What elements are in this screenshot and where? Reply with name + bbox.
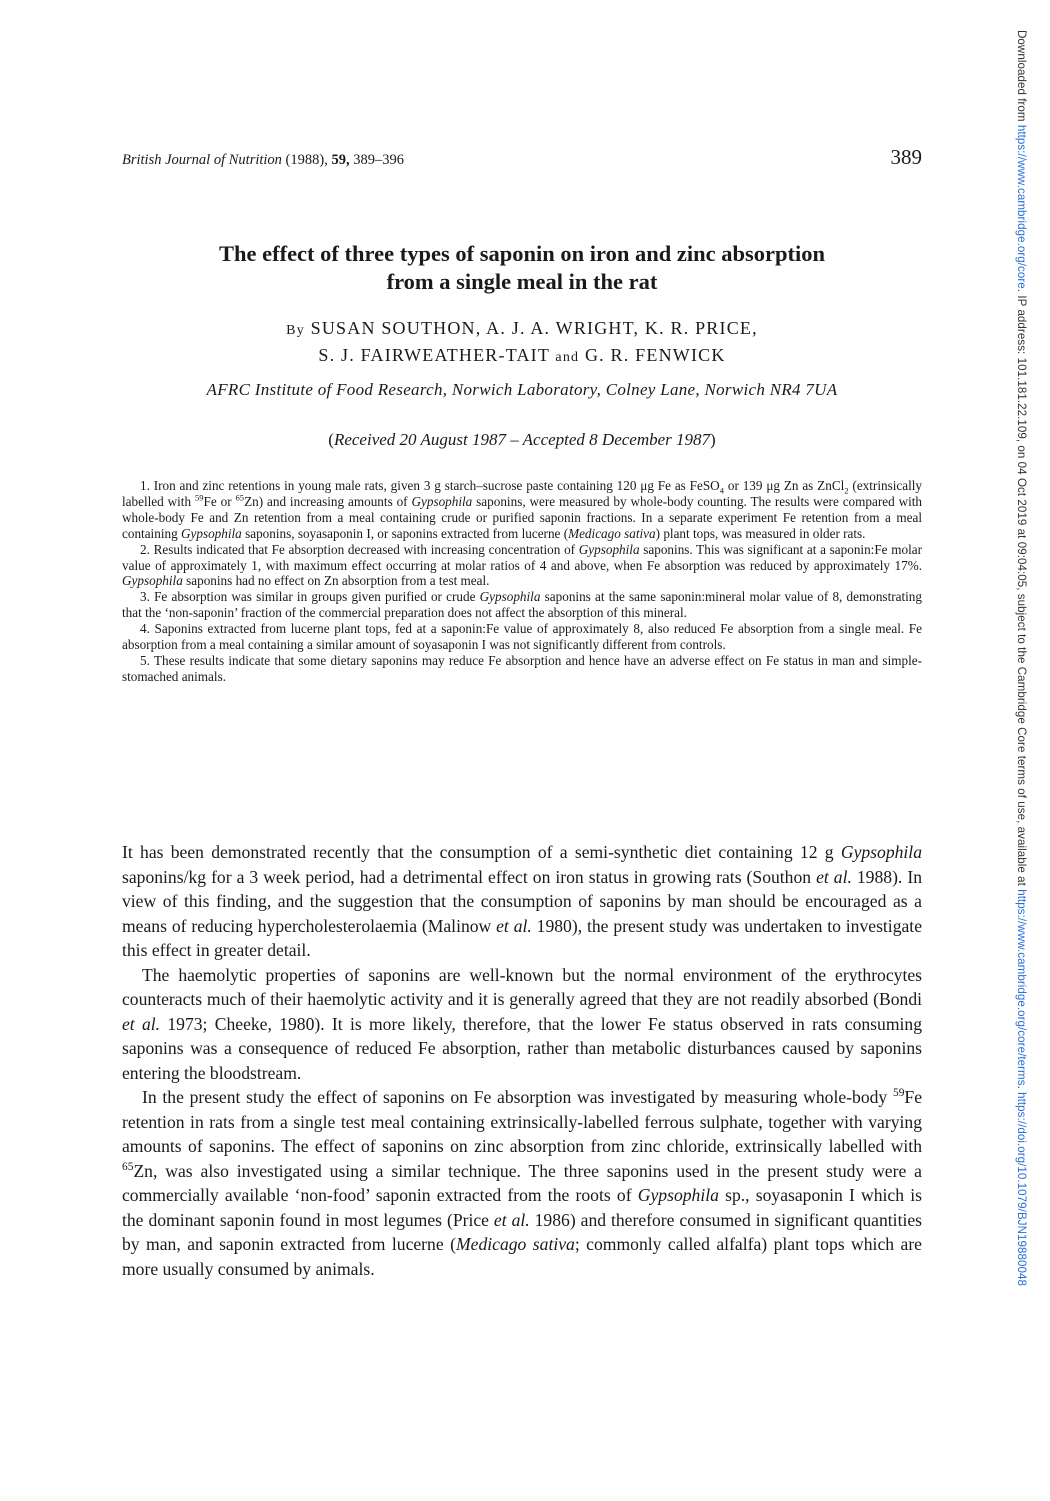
abstract-text: saponins, soyasaponin I, or saponins extracted from lucerne ( <box>241 525 569 541</box>
body-text-run: The haemolytic properties of saponins are well-known but the normal environment of the erythrocytes counteracts much of their haemolytic activity and it is generally agreed that they are not readily absorbed (Bondi <box>122 964 922 1009</box>
italic-term: et al. <box>816 866 852 887</box>
notice-text: . IP address: 101.181.22.109, on 04 Oct 2019 at 09:04:05, subject to the Cambridge Core terms of use, available at <box>1015 288 1028 890</box>
body-text <box>122 840 922 1281</box>
terms-link[interactable]: https://www.cambridge.org/core/terms <box>1015 889 1028 1086</box>
abstract-paragraph-1 <box>122 478 922 542</box>
journal-citation <box>122 152 404 169</box>
notice-text: . <box>1015 1085 1028 1093</box>
author-and: and <box>555 350 580 365</box>
abstract-paragraph-5: 5. These results indicate that some dietary saponins may reduce Fe absorption and hence have an adverse effect on Fe status in man and simple-stomached animals. <box>122 652 922 684</box>
italic-term: et al. <box>493 1209 530 1230</box>
doi-link[interactable]: https://doi.org/10.1079/BJN19880048 <box>1015 1092 1028 1286</box>
italic-term: et al. <box>496 915 532 936</box>
abstract-text: saponins had no effect on Zn absorption from a test meal. <box>182 573 490 589</box>
download-notice <box>1015 30 1028 1286</box>
received-dates: (Received 20 August 1987 – Accepted 8 December 1987) <box>328 430 716 449</box>
abstract-text: (extrinsically labelled with <box>122 478 923 509</box>
body-text-run: In the present study the effect of saponins on Fe absorption was investigated by measuring whole-body <box>142 1087 893 1107</box>
body-text-run: sp., soyasaponin I which is the dominant saponin found in most legumes (Price <box>122 1185 922 1230</box>
italic-term: Gypsophila <box>411 493 473 509</box>
superscript: 59 <box>892 1087 905 1100</box>
body-paragraph-1 <box>122 840 922 963</box>
abstract-text: saponins, were measured by whole-body counting. The results were compared with whole-body Fe and Zn retention from a meal containing crude or purified saponin fractions. In a separate experiment Fe retention from a meal containing <box>122 493 923 541</box>
page-number: 389 <box>890 145 922 169</box>
authors-line-1 <box>122 316 922 343</box>
italic-term: et al. <box>122 1013 161 1034</box>
abstract-text: or 139 μg Zn as ZnCl <box>724 478 845 493</box>
title-line-1: The effect of three types of saponin on iron and zinc absorption <box>218 241 826 266</box>
affiliation: AFRC Institute of Food Research, Norwich Laboratory, Colney Lane, Norwich NR4 7UA <box>206 380 838 399</box>
abstract-paragraph-2 <box>122 542 922 590</box>
author-name-fenwick: G. R. FENWICK <box>584 345 726 365</box>
body-text-run: 1973; Cheeke, 1980). It is more likely, therefore, that the lower Fe status observed in rats consuming saponins was a consequence of reduced Fe absorption, rather than metabolic disturbances caused by saponins entering the bloodstream. <box>122 1013 922 1083</box>
journal-volume: 59, <box>331 152 350 168</box>
notice-text: Downloaded from <box>1015 30 1028 125</box>
article-title <box>122 240 922 296</box>
journal-name: British Journal of Nutrition <box>122 152 282 168</box>
italic-term: Gypsophila <box>840 842 922 862</box>
subscript: 2 <box>844 485 849 496</box>
cambridge-core-link[interactable]: https://www.cambridge.org/core <box>1015 124 1028 289</box>
abstract-text: 2. Results indicated that Fe absorption decreased with increasing concentration of <box>140 541 579 557</box>
body-text-run: saponins/kg for a 3 week period, had a detrimental effect on iron status in growing rats (Southon <box>122 866 817 887</box>
superscript: 65 <box>235 492 245 503</box>
body-paragraph-3 <box>122 1085 922 1281</box>
italic-term: Gypsophila <box>180 525 242 541</box>
italic-term: Gypsophila <box>122 573 183 589</box>
italic-term: Gypsophila <box>479 589 541 605</box>
author-by: By <box>286 323 305 338</box>
body-text-run: 1980), the present study was undertaken to investigate this effect in greater detail. <box>122 915 923 960</box>
abstract-text: ) plant tops, was measured in older rats. <box>655 525 866 541</box>
abstract-text: Zn) and increasing amounts of <box>244 493 412 509</box>
body-text-run: It has been demonstrated recently that the consumption of a semi-synthetic diet containing 12 g <box>122 842 841 862</box>
body-text-run: ; commonly called alfalfa) plant tops which are more usually consumed by animals. <box>122 1234 922 1279</box>
journal-year: (1988), <box>285 152 328 168</box>
italic-term: Gypsophila <box>637 1185 719 1205</box>
body-text-run: 1986) and therefore consumed in significant quantities by man, and saponin extracted from lucerne ( <box>122 1209 922 1254</box>
author-name-fairweather-tait: S. J. FAIRWEATHER-TAIT <box>318 345 550 365</box>
body-paragraph-2 <box>122 963 922 1086</box>
title-line-2: from a single meal in the rat <box>386 269 658 294</box>
abstract-text: saponins at the same saponin:mineral molar value of 8, demonstrating that the ‘non-saponin’ fraction of the commercial preparation does not affect the absorption of this mineral. <box>122 589 922 621</box>
italic-term: Medicago sativa <box>455 1234 575 1254</box>
superscript: 65 <box>122 1160 134 1173</box>
authors-line-2 <box>122 343 922 370</box>
superscript: 59 <box>194 492 204 503</box>
abstract <box>122 478 922 685</box>
download-watermark <box>1010 30 1030 1470</box>
body-text-run: 1988). In view of this finding, and the suggestion that the consumption of saponins by man should be encouraged as a means of reducing hypercholesterolaemia (Malinow <box>122 866 922 936</box>
author-names-1: SUSAN SOUTHON, A. J. A. WRIGHT, K. R. PRICE, <box>310 318 758 338</box>
subscript: 4 <box>719 485 725 496</box>
received-text: Received 20 August 1987 – Accepted 8 December 1987 <box>333 430 711 449</box>
abstract-text: Fe or <box>203 493 236 509</box>
abstract-text: saponins. This was significant at a saponin:Fe molar value of approximately 1, with maximum effect occurring at molar ratios of 4 and above, when Fe absorption was reduced by approximately 17%. <box>122 541 922 573</box>
abstract-paragraph-3 <box>122 589 922 621</box>
italic-term: Medicago sativa <box>568 525 656 541</box>
body-text-run: Zn, was also investigated using a similar technique. The three saponins used in the present study were a commercially available ‘non-food’ saponin extracted from the roots of <box>122 1160 922 1205</box>
author-list <box>122 316 922 370</box>
journal-pages: 389–396 <box>353 152 404 168</box>
abstract-text: 1. Iron and zinc retentions in young male rats, given 3 g starch–sucrose paste containing 120 μg Fe as FeSO <box>140 478 720 493</box>
body-text-run: Fe retention in rats from a single test meal containing extrinsically-labelled ferrous sulphate, together with varying amounts of saponins. The effect of saponins on zinc absorption from zinc chloride, extrinsically labelled with <box>122 1087 922 1156</box>
abstract-paragraph-4: 4. Saponins extracted from lucerne plant tops, fed at a saponin:Fe value of approximately 8, also reduced Fe absorption from a single meal. Fe absorption from a meal containing a similar amount of soyasaponin I was not significantly different from controls. <box>122 621 922 653</box>
abstract-text: 3. Fe absorption was similar in groups given purified or crude <box>140 589 480 605</box>
italic-term: Gypsophila <box>578 541 640 557</box>
